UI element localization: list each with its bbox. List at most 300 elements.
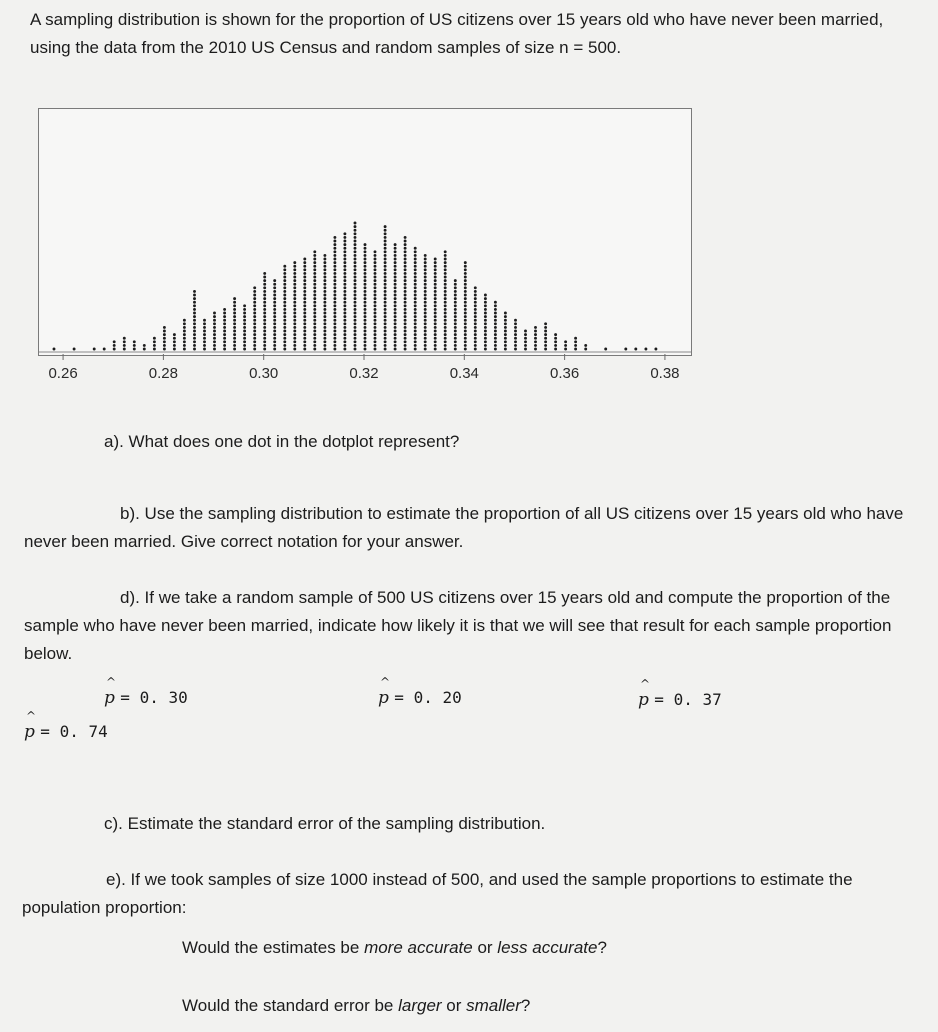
dot xyxy=(364,301,367,304)
e1-suffix: ? xyxy=(597,938,607,957)
dot xyxy=(293,283,296,286)
dot xyxy=(444,301,447,304)
dot xyxy=(534,348,537,351)
dot-column xyxy=(444,250,447,350)
dot xyxy=(283,337,286,340)
dot xyxy=(323,301,326,304)
dot xyxy=(534,330,537,333)
dot xyxy=(354,268,357,271)
dot xyxy=(343,308,346,311)
dot xyxy=(374,272,377,275)
dot xyxy=(354,290,357,293)
dot xyxy=(554,344,557,347)
dot xyxy=(394,340,397,343)
dot xyxy=(233,322,236,325)
dot-column xyxy=(504,312,507,351)
dot xyxy=(313,290,316,293)
dot-column xyxy=(193,290,196,351)
dot xyxy=(243,330,246,333)
dot xyxy=(263,301,266,304)
dot xyxy=(404,276,407,279)
phat-eq: = 0. 37 xyxy=(654,690,722,709)
dot xyxy=(404,319,407,322)
dot xyxy=(354,283,357,286)
dot xyxy=(343,294,346,297)
dot xyxy=(424,344,427,347)
dot xyxy=(474,301,477,304)
dot xyxy=(354,236,357,239)
dot xyxy=(283,290,286,293)
dot-column xyxy=(93,348,96,351)
dot xyxy=(354,279,357,282)
dot xyxy=(454,326,457,329)
dot xyxy=(133,344,136,347)
dot xyxy=(454,337,457,340)
dot xyxy=(374,290,377,293)
dot xyxy=(394,319,397,322)
dot xyxy=(153,344,156,347)
dot xyxy=(183,322,186,325)
dot xyxy=(323,333,326,336)
dot-column xyxy=(384,225,387,350)
dot-column xyxy=(183,319,186,351)
dot xyxy=(474,297,477,300)
dot xyxy=(243,315,246,318)
dot xyxy=(414,322,417,325)
dot xyxy=(444,312,447,315)
dot xyxy=(584,348,587,351)
dot xyxy=(544,340,547,343)
dot xyxy=(93,348,96,351)
dot xyxy=(484,304,487,307)
dot xyxy=(354,312,357,315)
dot xyxy=(263,330,266,333)
dot-column xyxy=(263,272,266,351)
dot xyxy=(524,337,527,340)
dot xyxy=(364,247,367,250)
dot xyxy=(394,254,397,257)
dot xyxy=(444,340,447,343)
dot xyxy=(574,348,577,351)
dot xyxy=(273,333,276,336)
e1-option-more-accurate: more accurate xyxy=(364,938,473,957)
dot xyxy=(223,326,226,329)
dot xyxy=(404,322,407,325)
dot xyxy=(554,340,557,343)
dot xyxy=(474,326,477,329)
dot xyxy=(333,294,336,297)
dot xyxy=(374,333,377,336)
dot xyxy=(394,261,397,264)
dot xyxy=(343,276,346,279)
dot-column xyxy=(474,286,477,350)
dot xyxy=(193,337,196,340)
dot xyxy=(193,333,196,336)
dot xyxy=(233,304,236,307)
dot xyxy=(243,344,246,347)
dot xyxy=(444,279,447,282)
dot xyxy=(394,308,397,311)
dot xyxy=(364,322,367,325)
dot xyxy=(394,283,397,286)
dot-column xyxy=(213,312,216,351)
dot xyxy=(404,297,407,300)
dot xyxy=(364,286,367,289)
dot-column xyxy=(153,337,156,351)
dot xyxy=(343,279,346,282)
dot xyxy=(454,344,457,347)
dot xyxy=(153,337,156,340)
dot xyxy=(394,344,397,347)
dot xyxy=(404,294,407,297)
dot xyxy=(263,297,266,300)
dot xyxy=(494,308,497,311)
dot xyxy=(544,326,547,329)
dot xyxy=(243,312,246,315)
dot xyxy=(414,330,417,333)
dot xyxy=(444,276,447,279)
dot-column xyxy=(303,258,306,351)
dot xyxy=(464,272,467,275)
dot xyxy=(173,337,176,340)
dot xyxy=(474,312,477,315)
dot xyxy=(283,283,286,286)
dot xyxy=(263,272,266,275)
dot xyxy=(464,315,467,318)
dot xyxy=(404,283,407,286)
dot xyxy=(213,344,216,347)
dot xyxy=(464,319,467,322)
dot xyxy=(253,326,256,329)
dot xyxy=(323,308,326,311)
dot xyxy=(394,294,397,297)
dot xyxy=(313,312,316,315)
dot xyxy=(464,261,467,264)
dot xyxy=(414,283,417,286)
dot xyxy=(464,265,467,268)
x-tick-label: 0.36 xyxy=(550,365,580,382)
intro-text: A sampling distribution is shown for the proportion of US citizens over 15 years old who have never been married, using the data from the 2010 US Census and random samples of size n = 500. xyxy=(30,10,884,57)
dot xyxy=(203,333,206,336)
dot xyxy=(404,315,407,318)
dot xyxy=(404,312,407,315)
dot xyxy=(293,348,296,351)
dot xyxy=(414,290,417,293)
dot xyxy=(203,326,206,329)
dot xyxy=(384,301,387,304)
dot-column xyxy=(243,304,246,350)
dot xyxy=(223,340,226,343)
dot xyxy=(394,272,397,275)
dot xyxy=(293,276,296,279)
dot xyxy=(323,312,326,315)
dot xyxy=(303,322,306,325)
dot xyxy=(494,301,497,304)
dot xyxy=(263,319,266,322)
dot xyxy=(354,225,357,228)
dot xyxy=(504,319,507,322)
x-tick-label: 0.32 xyxy=(349,365,379,382)
dot xyxy=(444,322,447,325)
dot xyxy=(153,340,156,343)
x-tick-label: 0.34 xyxy=(449,365,479,382)
dot xyxy=(384,276,387,279)
dot xyxy=(283,294,286,297)
dot xyxy=(464,286,467,289)
dot xyxy=(343,247,346,250)
dot xyxy=(183,326,186,329)
dot xyxy=(514,326,517,329)
dot xyxy=(454,294,457,297)
dot xyxy=(123,348,126,351)
dot xyxy=(313,348,316,351)
dot xyxy=(464,290,467,293)
dot xyxy=(484,312,487,315)
dot xyxy=(464,337,467,340)
dot xyxy=(333,297,336,300)
dot xyxy=(203,319,206,322)
dot-column xyxy=(544,322,547,350)
dot xyxy=(634,348,637,351)
dot xyxy=(454,319,457,322)
dot xyxy=(414,308,417,311)
dot xyxy=(414,261,417,264)
dot xyxy=(263,304,266,307)
dot xyxy=(454,330,457,333)
dot xyxy=(484,319,487,322)
dot xyxy=(273,297,276,300)
dot xyxy=(163,333,166,336)
dot xyxy=(253,340,256,343)
dot xyxy=(384,330,387,333)
dot xyxy=(343,265,346,268)
dot xyxy=(313,261,316,264)
dot xyxy=(183,330,186,333)
dot xyxy=(474,340,477,343)
dot xyxy=(414,304,417,307)
dot xyxy=(404,340,407,343)
dot xyxy=(534,340,537,343)
dot xyxy=(163,326,166,329)
dot xyxy=(333,236,336,239)
dot xyxy=(273,301,276,304)
dot xyxy=(494,344,497,347)
dotplot-frame xyxy=(38,108,692,356)
dot xyxy=(313,322,316,325)
dot xyxy=(374,340,377,343)
dot xyxy=(444,326,447,329)
dot xyxy=(414,268,417,271)
dot xyxy=(544,322,547,325)
dot xyxy=(183,348,186,351)
e2-prefix: Would the standard error be xyxy=(182,996,399,1015)
dot xyxy=(404,240,407,243)
dot xyxy=(163,348,166,351)
dot xyxy=(464,312,467,315)
dot xyxy=(404,254,407,257)
dot xyxy=(434,337,437,340)
dot xyxy=(374,301,377,304)
dot xyxy=(354,333,357,336)
dot xyxy=(153,348,156,351)
dot xyxy=(374,348,377,351)
dot-column xyxy=(53,348,56,351)
dot xyxy=(333,283,336,286)
dot-column xyxy=(564,340,567,350)
dot xyxy=(293,344,296,347)
dot xyxy=(323,315,326,318)
dot xyxy=(73,348,76,351)
dot xyxy=(313,279,316,282)
dot xyxy=(464,294,467,297)
dot xyxy=(414,265,417,268)
dot xyxy=(444,286,447,289)
dot xyxy=(394,286,397,289)
dot xyxy=(464,301,467,304)
dot xyxy=(333,276,336,279)
dot xyxy=(424,340,427,343)
dot xyxy=(213,312,216,315)
dot xyxy=(143,348,146,351)
dot xyxy=(384,322,387,325)
dot xyxy=(354,315,357,318)
dot xyxy=(193,344,196,347)
dot-column xyxy=(414,247,417,351)
dot xyxy=(414,254,417,257)
dot xyxy=(354,254,357,257)
dot xyxy=(404,330,407,333)
dot xyxy=(394,304,397,307)
dot-column xyxy=(554,333,557,350)
dot xyxy=(354,301,357,304)
dot xyxy=(474,348,477,351)
dot xyxy=(514,348,517,351)
dot xyxy=(434,322,437,325)
dot xyxy=(283,319,286,322)
dot xyxy=(424,333,427,336)
dot-column xyxy=(424,254,427,351)
dot xyxy=(504,337,507,340)
dot xyxy=(404,286,407,289)
dot xyxy=(504,333,507,336)
dot xyxy=(213,319,216,322)
dot xyxy=(364,326,367,329)
dot xyxy=(504,330,507,333)
dot xyxy=(323,326,326,329)
dot xyxy=(424,315,427,318)
dot xyxy=(494,322,497,325)
dot xyxy=(343,319,346,322)
dot xyxy=(374,250,377,253)
dot xyxy=(384,337,387,340)
dot xyxy=(514,330,517,333)
dot xyxy=(514,344,517,347)
dot xyxy=(323,272,326,275)
dot xyxy=(323,319,326,322)
dot xyxy=(394,301,397,304)
dot xyxy=(343,301,346,304)
dot xyxy=(514,319,517,322)
dot xyxy=(374,337,377,340)
dot xyxy=(374,283,377,286)
dot xyxy=(253,319,256,322)
dot xyxy=(434,315,437,318)
dot xyxy=(404,348,407,351)
dot xyxy=(293,272,296,275)
dot xyxy=(333,268,336,271)
dot xyxy=(384,333,387,336)
dot xyxy=(113,340,116,343)
dot xyxy=(354,326,357,329)
dot xyxy=(233,297,236,300)
dot xyxy=(494,315,497,318)
dot xyxy=(514,322,517,325)
e2-option-larger: larger xyxy=(398,996,442,1015)
dot xyxy=(193,294,196,297)
dot xyxy=(544,348,547,351)
dot xyxy=(404,290,407,293)
dot xyxy=(444,265,447,268)
dot xyxy=(293,322,296,325)
dot xyxy=(384,265,387,268)
dot xyxy=(424,276,427,279)
dot xyxy=(364,290,367,293)
dot xyxy=(303,297,306,300)
dot xyxy=(223,348,226,351)
dot xyxy=(173,344,176,347)
dot xyxy=(384,254,387,257)
dot xyxy=(484,297,487,300)
dot xyxy=(444,333,447,336)
dot xyxy=(384,258,387,261)
dot xyxy=(253,297,256,300)
dot xyxy=(404,265,407,268)
dot xyxy=(293,290,296,293)
dot xyxy=(584,344,587,347)
dot xyxy=(384,294,387,297)
dot xyxy=(123,340,126,343)
dot xyxy=(333,247,336,250)
dot xyxy=(364,348,367,351)
dot xyxy=(253,308,256,311)
dot xyxy=(233,337,236,340)
dot xyxy=(313,250,316,253)
dot xyxy=(303,315,306,318)
dot xyxy=(343,330,346,333)
dot xyxy=(283,265,286,268)
question-c: c). Estimate the standard error of the sampling distribution. xyxy=(104,814,546,833)
dot xyxy=(394,265,397,268)
dot xyxy=(444,297,447,300)
dot xyxy=(374,322,377,325)
dot xyxy=(384,344,387,347)
dot xyxy=(464,348,467,351)
dot xyxy=(293,304,296,307)
dot xyxy=(163,344,166,347)
dot xyxy=(213,315,216,318)
dot xyxy=(303,304,306,307)
dot xyxy=(273,294,276,297)
dot xyxy=(464,326,467,329)
dot xyxy=(404,279,407,282)
dot xyxy=(183,344,186,347)
dot xyxy=(253,337,256,340)
dot xyxy=(293,261,296,264)
dot xyxy=(333,337,336,340)
dot xyxy=(524,344,527,347)
dot xyxy=(464,297,467,300)
dot xyxy=(283,301,286,304)
